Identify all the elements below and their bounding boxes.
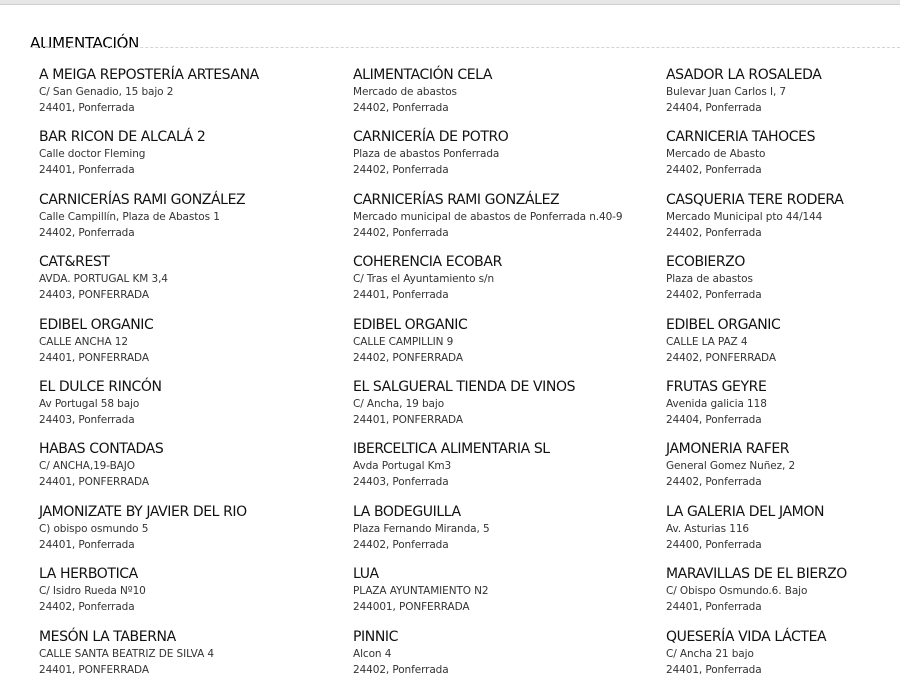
business-street: C/ Ancha 21 bajo <box>666 647 754 660</box>
business-street: Alcon 4 <box>353 647 392 660</box>
business-city: 24402, Ponferrada <box>39 601 135 614</box>
business-listing <box>39 565 353 615</box>
business-name[interactable]: EL SALGUERAL TIENDA DE VINOS <box>353 378 576 395</box>
business-city: 24401, Ponferrada <box>666 601 762 614</box>
business-city: 24401, PONFERRADA <box>39 351 149 364</box>
business-name[interactable]: EDIBEL ORGANIC <box>39 316 154 333</box>
business-city: 24404, Ponferrada <box>666 102 762 114</box>
section-divider <box>30 47 900 48</box>
business-city: 24402, Ponferrada <box>353 102 449 114</box>
business-city: 24402, Ponferrada <box>666 476 762 489</box>
business-listing <box>353 628 666 678</box>
business-listing <box>666 128 900 178</box>
business-listing <box>39 316 353 366</box>
business-street: Mercado de Abasto <box>666 148 766 161</box>
business-city: 244001, PONFERRADA <box>353 601 470 614</box>
business-city: 24401, Ponferrada <box>39 102 135 114</box>
business-street: CALLE LA PAZ 4 <box>666 335 748 348</box>
business-city: 24402, Ponferrada <box>666 289 762 302</box>
business-listing <box>39 378 353 428</box>
business-name[interactable]: LA HERBOTICA <box>39 566 138 583</box>
business-street: Avda Portugal Km3 <box>353 460 452 473</box>
business-city: 24402, Ponferrada <box>39 226 135 239</box>
business-name[interactable]: CARNICERÍA DE POTRO <box>353 129 509 146</box>
business-city: 24401, PONFERRADA <box>353 413 463 426</box>
business-list <box>39 66 900 678</box>
business-city: 24402, Ponferrada <box>666 164 762 177</box>
business-city: 24402, Ponferrada <box>353 164 449 177</box>
business-city: 24402, PONFERRADA <box>353 351 463 364</box>
business-listing <box>39 503 353 553</box>
business-city: 24402, Ponferrada <box>353 538 449 551</box>
business-name[interactable]: ASADOR LA ROSALEDA <box>666 67 822 83</box>
business-name[interactable]: CARNICERÍAS RAMI GONZÁLEZ <box>39 191 246 208</box>
business-listing <box>39 628 353 678</box>
business-street: Plaza de abastos Ponferrada <box>353 148 500 161</box>
business-name[interactable]: CAT&REST <box>39 254 110 271</box>
business-listing <box>353 503 666 553</box>
business-city: 24401, PONFERRADA <box>39 663 149 676</box>
business-street: PLAZA AYUNTAMIENTO N2 <box>353 585 489 598</box>
business-listing <box>353 316 666 366</box>
business-street: Mercado municipal de abastos de Ponferrada n.40-9 <box>353 210 623 223</box>
business-listing <box>39 66 353 116</box>
business-name[interactable]: CARNICERÍAS RAMI GONZÁLEZ <box>353 191 560 208</box>
business-name[interactable]: FRUTAS GEYRE <box>666 378 767 395</box>
business-listing <box>353 565 666 615</box>
business-street: C/ San Genadio, 15 bajo 2 <box>39 86 174 98</box>
business-listing <box>39 440 353 490</box>
business-street: Avenida galicia 118 <box>666 397 767 410</box>
business-name[interactable]: JAMONIZATE BY JAVIER DEL RIO <box>39 503 247 520</box>
business-name[interactable]: JAMONERIA RAFER <box>666 441 790 458</box>
business-street: C/ Tras el Ayuntamiento s/n <box>353 273 494 286</box>
business-city: 24401, PONFERRADA <box>39 476 149 489</box>
business-city: 24400, Ponferrada <box>666 538 762 551</box>
business-listing <box>666 440 900 490</box>
section-title: ALIMENTACIÓN <box>30 34 140 53</box>
business-name[interactable]: EDIBEL ORGANIC <box>353 316 468 333</box>
business-city: 24402, Ponferrada <box>666 226 762 239</box>
business-street: C) obispo osmundo 5 <box>39 522 149 535</box>
business-street: AVDA. PORTUGAL KM 3,4 <box>39 273 168 286</box>
business-street: C/ ANCHA,19-BAJO <box>39 460 135 473</box>
business-listing <box>666 565 900 615</box>
business-listing <box>353 66 666 116</box>
business-city: 24404, Ponferrada <box>666 413 762 426</box>
business-listing <box>666 191 900 241</box>
business-name[interactable]: EDIBEL ORGANIC <box>666 316 781 333</box>
business-street: Av Portugal 58 bajo <box>39 397 140 410</box>
business-name[interactable]: LUA <box>353 566 379 583</box>
business-name[interactable]: LA GALERIA DEL JAMON <box>666 503 825 520</box>
business-name[interactable]: EL DULCE RINCÓN <box>39 378 162 395</box>
business-street: CALLE SANTA BEATRIZ DE SILVA 4 <box>39 647 214 660</box>
business-city: 24402, Ponferrada <box>353 663 449 676</box>
business-street: Mercado de abastos <box>353 86 457 98</box>
business-city: 24402, PONFERRADA <box>666 351 776 364</box>
business-name[interactable]: PINNIC <box>353 628 399 645</box>
business-listing <box>353 191 666 241</box>
business-name[interactable]: A MEIGA REPOSTERÍA ARTESANA <box>39 67 259 83</box>
business-listing <box>666 503 900 553</box>
business-city: 24403, Ponferrada <box>353 476 449 489</box>
business-city: 24403, PONFERRADA <box>39 289 149 302</box>
business-street: CALLE CAMPILLIN 9 <box>353 335 454 348</box>
business-city: 24401, Ponferrada <box>353 289 449 302</box>
business-listing <box>666 316 900 366</box>
business-street: Bulevar Juan Carlos I, 7 <box>666 86 787 98</box>
business-street: CALLE ANCHA 12 <box>39 335 128 348</box>
business-street: Av. Asturias 116 <box>666 522 749 535</box>
business-listing <box>666 66 900 116</box>
business-name[interactable]: QUESERÍA VIDA LÁCTEA <box>666 628 827 645</box>
business-street: General Gomez Nuñez, 2 <box>666 460 796 473</box>
business-street: C/ Ancha, 19 bajo <box>353 397 445 410</box>
business-city: 24401, Ponferrada <box>39 538 135 551</box>
business-street: C/ Obispo Osmundo.6. Bajo <box>666 585 808 598</box>
business-name[interactable]: MESÓN LA TABERNA <box>39 628 176 645</box>
business-street: Plaza de abastos <box>666 273 753 286</box>
business-name[interactable]: ECOBIERZO <box>666 254 745 271</box>
business-listing <box>666 628 900 678</box>
business-street: C/ Isidro Rueda Nº10 <box>39 585 146 598</box>
business-listing <box>666 378 900 428</box>
business-name[interactable]: CASQUERIA TERE RODERA <box>666 191 844 208</box>
business-listing <box>39 191 353 241</box>
business-name[interactable]: MARAVILLAS DE EL BIERZO <box>666 566 847 583</box>
business-name[interactable]: COHERENCIA ECOBAR <box>353 254 502 271</box>
top-bar <box>0 0 900 5</box>
business-name[interactable]: BAR RICON DE ALCALÁ 2 <box>39 129 206 146</box>
business-listing <box>39 253 353 303</box>
business-listing <box>353 128 666 178</box>
business-name[interactable]: CARNICERIA TAHOCES <box>666 129 816 146</box>
business-street: Plaza Fernando Miranda, 5 <box>353 522 490 535</box>
business-city: 24401, Ponferrada <box>39 164 135 177</box>
business-street: Calle Campillín, Plaza de Abastos 1 <box>39 210 220 223</box>
business-listing <box>353 440 666 490</box>
business-name[interactable]: IBERCELTICA ALIMENTARIA SL <box>353 441 550 458</box>
business-listing <box>666 253 900 303</box>
business-listing <box>39 128 353 178</box>
business-listing <box>353 378 666 428</box>
business-city: 24401, Ponferrada <box>666 663 762 676</box>
business-name[interactable]: LA BODEGUILLA <box>353 503 461 520</box>
business-name[interactable]: HABAS CONTADAS <box>39 441 164 458</box>
business-name[interactable]: ALIMENTACIÓN CELA <box>353 67 493 83</box>
business-city: 24403, Ponferrada <box>39 413 135 426</box>
business-listing <box>353 253 666 303</box>
business-street: Mercado Municipal pto 44/144 <box>666 210 823 223</box>
business-street: Calle doctor Fleming <box>39 148 146 161</box>
business-city: 24402, Ponferrada <box>353 226 449 239</box>
